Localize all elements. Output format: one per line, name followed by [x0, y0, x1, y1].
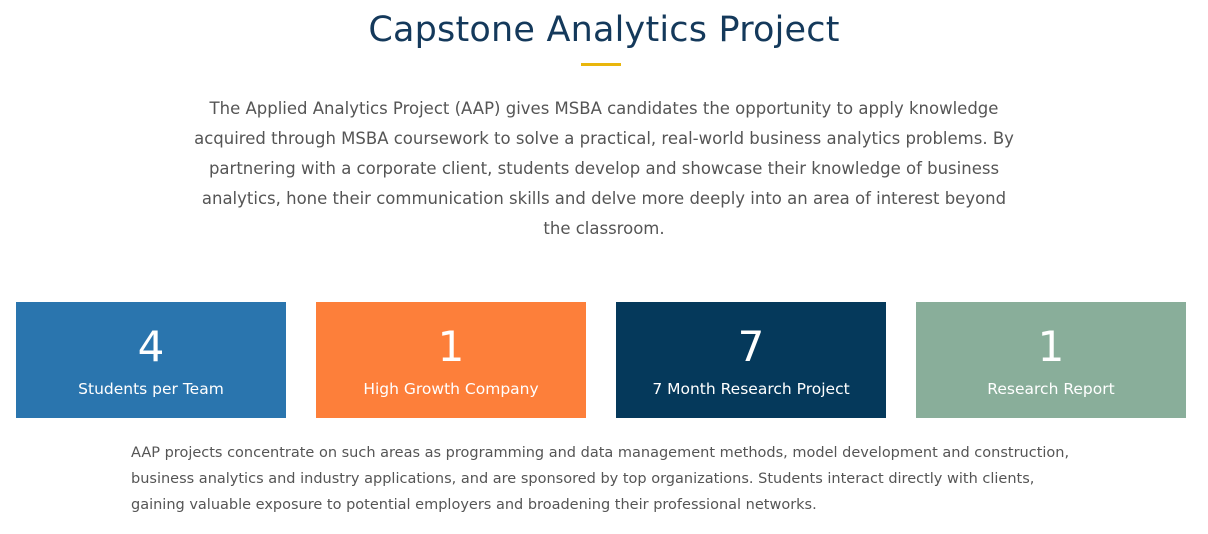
stat-card-high-growth-company — [316, 302, 586, 418]
stat-label: Students per Team — [78, 380, 224, 398]
stat-value: 7 — [737, 322, 765, 371]
stats-row — [16, 302, 1186, 418]
stat-label: 7 Month Research Project — [652, 380, 850, 398]
title-underline — [581, 63, 621, 66]
stat-value: 1 — [1037, 322, 1065, 371]
page-title: Capstone Analytics Project — [368, 10, 840, 50]
stat-label: High Growth Company — [363, 380, 539, 398]
intro-paragraph: The Applied Analytics Project (AAP) gives MSBA candidates the opportunity to apply knowledge acquired through MSBA coursework to solve a practical, real-world business analytics problems. By partnering with a corporate client, students develop and showcase their knowledge of business analytics, hone their communication skills and delve more deeply into an area of interest beyond the classroom. — [194, 99, 1014, 238]
stat-card-research-report — [916, 302, 1186, 418]
stat-label: Research Report — [987, 380, 1115, 398]
stat-card-students-per-team — [16, 302, 286, 418]
stat-value: 1 — [437, 322, 465, 371]
stat-value: 4 — [137, 322, 165, 371]
description-paragraph: AAP projects concentrate on such areas as programming and data management methods, model development and construction, business analytics and industry applications, and are sponsored by top organizations. Students interact directly with clients, gaining valuable exposure to potential employers and broadening their professional networks. — [131, 445, 1070, 513]
stat-card-research-project — [616, 302, 886, 418]
